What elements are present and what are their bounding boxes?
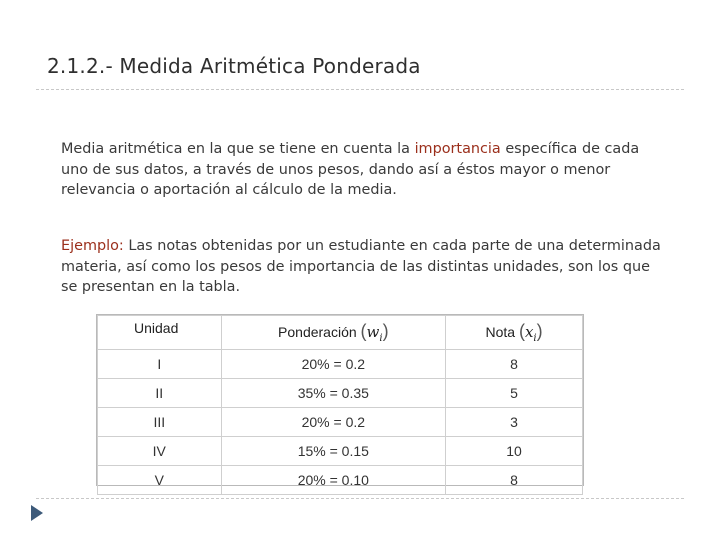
grade-subscript: i bbox=[533, 333, 537, 344]
close-paren: ) bbox=[536, 321, 543, 341]
open-paren: ( bbox=[360, 321, 367, 341]
definition-paragraph bbox=[61, 139, 661, 201]
header-unidad-label: Unidad bbox=[134, 320, 179, 336]
weights-table bbox=[96, 314, 584, 486]
grade-symbol: x bbox=[524, 323, 534, 341]
cell-unidad: IV bbox=[98, 437, 222, 466]
cell-ponderacion: 15% = 0.15 bbox=[221, 437, 446, 466]
weight-symbol: w bbox=[366, 323, 380, 341]
cell-nota: 10 bbox=[446, 437, 583, 466]
cell-unidad: V bbox=[98, 466, 222, 495]
header-nota-label: Nota bbox=[485, 324, 516, 340]
cell-nota: 8 bbox=[446, 350, 583, 379]
table-row bbox=[98, 466, 583, 495]
table-row bbox=[98, 379, 583, 408]
example-text: Las notas obtenidas por un estudiante en cada parte de una determinada materia, así como los pesos de importancia de las distintas unidades, son los que se presentan en la tabla. bbox=[61, 238, 661, 295]
cell-ponderacion: 20% = 0.10 bbox=[221, 466, 446, 495]
header-ponderacion-label: Ponderación bbox=[278, 324, 357, 340]
table-row bbox=[98, 408, 583, 437]
cell-ponderacion: 20% = 0.2 bbox=[221, 408, 446, 437]
slide-title: 2.1.2.- Medida Aritmética Ponderada bbox=[47, 54, 421, 78]
cell-nota: 8 bbox=[446, 466, 583, 495]
table-row bbox=[98, 437, 583, 466]
definition-text-start: Media aritmética en la que se tiene en cuenta la bbox=[61, 141, 415, 157]
cell-ponderacion: 35% = 0.35 bbox=[221, 379, 446, 408]
cell-ponderacion: 20% = 0.2 bbox=[221, 350, 446, 379]
header-ponderacion bbox=[221, 316, 446, 350]
cell-unidad: II bbox=[98, 379, 222, 408]
title-divider bbox=[36, 89, 684, 90]
close-paren: ) bbox=[382, 321, 389, 341]
footer-divider bbox=[36, 498, 684, 499]
header-unidad bbox=[98, 316, 222, 350]
table-row bbox=[98, 350, 583, 379]
weight-subscript: i bbox=[379, 333, 383, 344]
table-header-row bbox=[98, 316, 583, 350]
cell-nota: 5 bbox=[446, 379, 583, 408]
cell-unidad: III bbox=[98, 408, 222, 437]
example-label: Ejemplo: bbox=[61, 238, 124, 254]
cell-unidad: I bbox=[98, 350, 222, 379]
definition-highlight: importancia bbox=[414, 141, 501, 157]
definition-text-end: específica de cada uno de sus datos, a través de unos pesos, dando así a éstos mayor o menor relevancia o aportación al cálculo de la media. bbox=[61, 141, 640, 198]
example-paragraph bbox=[61, 236, 661, 298]
header-nota bbox=[446, 316, 583, 350]
next-arrow-icon[interactable] bbox=[31, 505, 43, 521]
cell-nota: 3 bbox=[446, 408, 583, 437]
open-paren: ( bbox=[518, 321, 525, 341]
